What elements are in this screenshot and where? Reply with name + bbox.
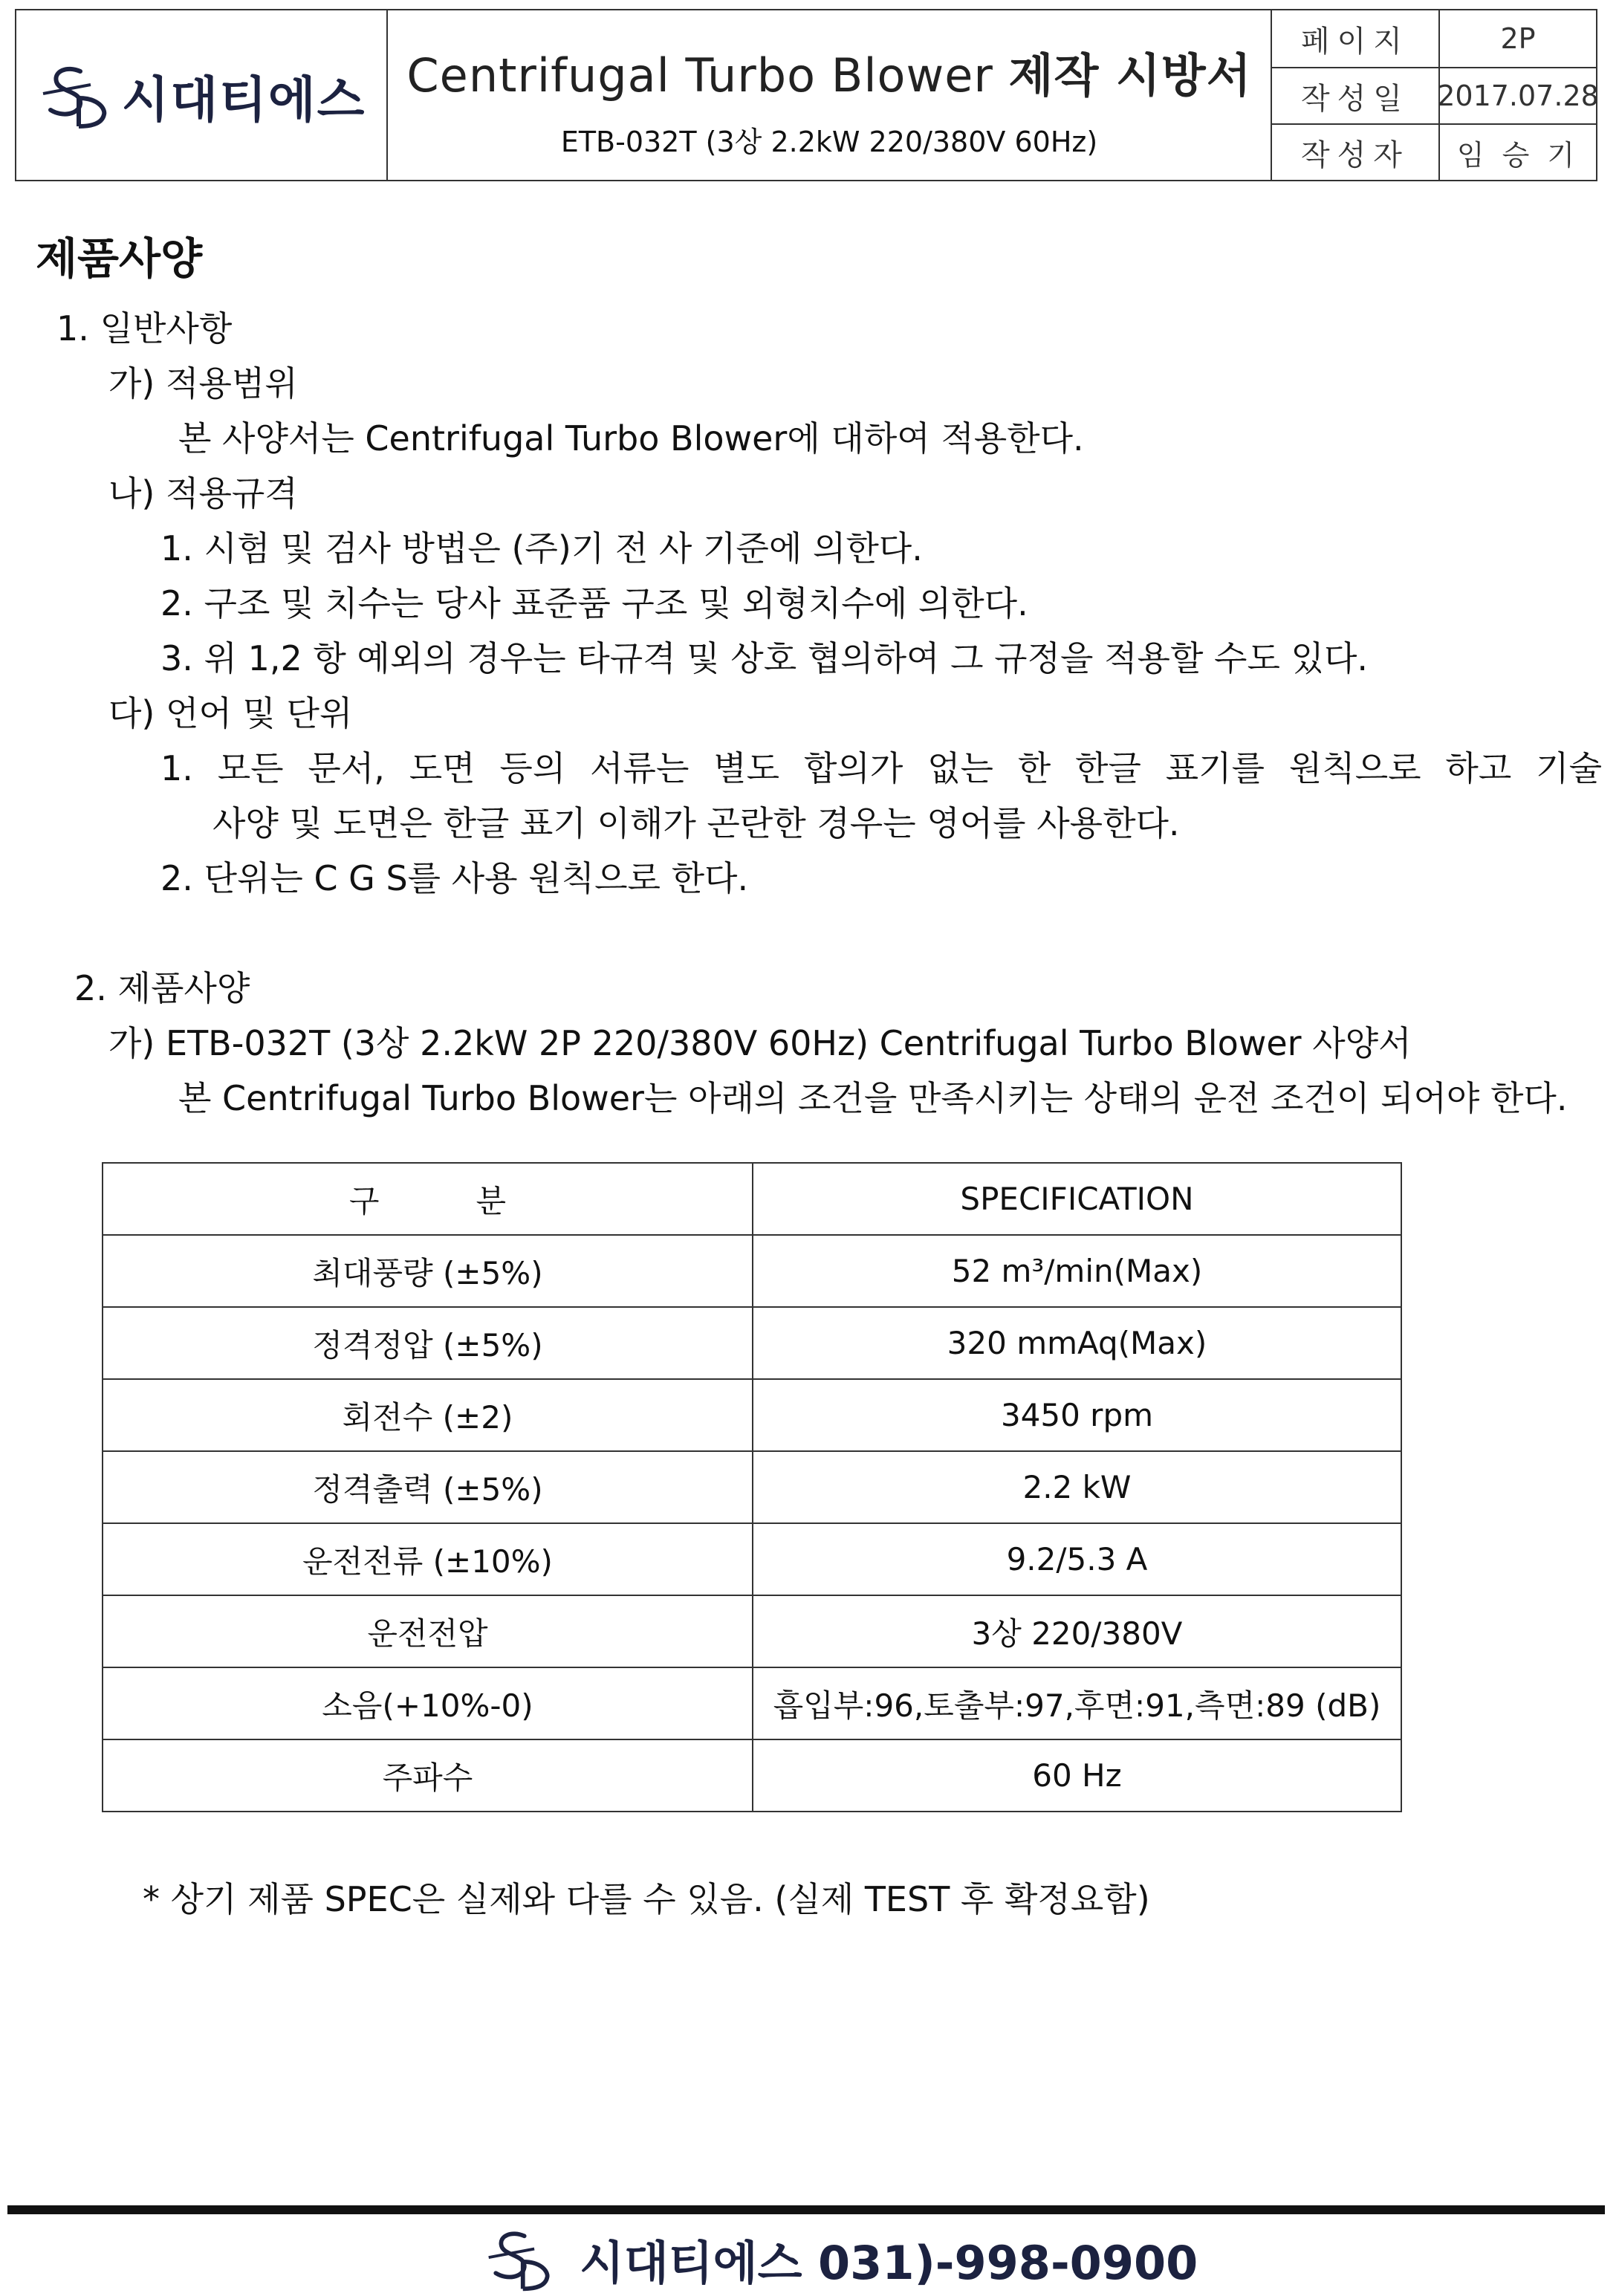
s2-a-heading: 가) ETB-032T (3상 2.2kW 2P 220/380V 60Hz) Centrifugal Turbo Blower 사양서 <box>108 1023 1412 1063</box>
s1-a-heading: 가) 적용범위 <box>108 363 298 403</box>
s2-heading: 2. 제품사양 <box>74 968 250 1008</box>
meta-value: 2017.07.28 <box>1437 80 1599 112</box>
s1-c-item1-line1: 1. 모든 문서, 도면 등의 서류는 별도 합의가 없는 한 한글 표기를 원칙으로 하고 기술 <box>160 748 1603 788</box>
title-block <box>388 10 1272 180</box>
document-header <box>15 9 1597 181</box>
spec-row <box>103 1451 1401 1523</box>
s1-c-item1-line2: 사양 및 도면은 한글 표기 이해가 곤란한 경우는 영어를 사용한다. <box>212 803 1180 843</box>
footer-brand <box>483 2222 1198 2296</box>
document-subtitle: ETB-032T (3상 2.2kW 220/380V 60Hz) <box>560 126 1098 158</box>
spec-table <box>102 1162 1402 1812</box>
title-ko: 제작 시방서 <box>1008 48 1252 103</box>
spec-row <box>103 1235 1401 1307</box>
spec-value: 52 m³/min(Max) <box>753 1235 1401 1307</box>
sd-logo-icon <box>483 2223 554 2295</box>
spec-label: 최대풍량 (±5%) <box>103 1235 753 1307</box>
document-title <box>388 39 1271 105</box>
spec-value: 흡입부:96,토출부:97,후면:91,측면:89 (dB) <box>753 1667 1401 1739</box>
spec-value: 3상 220/380V <box>753 1595 1401 1667</box>
spec-row <box>103 1739 1401 1812</box>
spec-label: 운전전류 (±10%) <box>103 1523 753 1595</box>
meta-key: 작성자 <box>1272 125 1440 180</box>
s1-c-item2: 2. 단위는 C G S를 사용 원칙으로 한다. <box>160 858 749 898</box>
spec-row <box>103 1307 1401 1379</box>
spec-row <box>103 1379 1401 1451</box>
spec-value: 320 mmAq(Max) <box>753 1307 1401 1379</box>
spec-header-label: 구분 <box>103 1163 753 1235</box>
spec-label: 주파수 <box>103 1739 753 1812</box>
spec-note: * 상기 제품 SPEC은 실제와 다를 수 있음. (실제 TEST 후 확정요함) <box>143 1879 1150 1919</box>
footer-divider <box>7 2205 1605 2214</box>
meta-table <box>1272 10 1599 180</box>
meta-value: 임 승 기 <box>1456 138 1580 172</box>
spec-label: 정격정압 (±5%) <box>103 1307 753 1379</box>
s1-b-item: 2. 구조 및 치수는 당사 표준품 구조 및 외형치수에 의한다. <box>160 583 1028 623</box>
company-logo <box>16 10 388 180</box>
spec-label: 정격출력 (±5%) <box>103 1451 753 1523</box>
spec-row <box>103 1595 1401 1667</box>
s1-a-text: 본 사양서는 Centrifugal Turbo Blower에 대하여 적용한다. <box>178 418 1084 458</box>
spec-label: 운전전압 <box>103 1595 753 1667</box>
spec-value: 9.2/5.3 A <box>753 1523 1401 1595</box>
meta-value: 2P <box>1500 22 1536 55</box>
s1-b-item: 1. 시험 및 검사 방법은 (주)기 전 사 기준에 의한다. <box>160 528 923 568</box>
spec-header-value: SPECIFICATION <box>753 1163 1401 1235</box>
meta-row-page <box>1272 10 1596 67</box>
meta-key: 페이지 <box>1272 10 1440 67</box>
sd-logo-icon <box>37 58 111 132</box>
s1-c-heading: 다) 언어 및 단위 <box>108 693 353 733</box>
company-name: 시대티에스 <box>121 71 366 129</box>
title-en: Centrifugal Turbo Blower <box>406 48 993 103</box>
spec-row <box>103 1523 1401 1595</box>
spec-label: 회전수 (±2) <box>103 1379 753 1451</box>
spec-row <box>103 1667 1401 1739</box>
meta-key: 작성일 <box>1272 68 1440 123</box>
section-title: 제품사양 <box>36 233 203 284</box>
s1-heading: 1. 일반사항 <box>56 308 233 348</box>
footer-contact: 시대티에스 031)-998-0900 <box>580 2235 1198 2290</box>
meta-row-date <box>1272 67 1599 123</box>
spec-header-row <box>103 1163 1401 1235</box>
spec-value: 3450 rpm <box>753 1379 1401 1451</box>
s1-b-item: 3. 위 1,2 항 예외의 경우는 타규격 및 상호 협의하여 그 규정을 적용할 수도 있다. <box>160 638 1369 678</box>
spec-label: 소음(+10%-0) <box>103 1667 753 1739</box>
meta-row-author <box>1272 123 1596 180</box>
spec-value: 60 Hz <box>753 1739 1401 1812</box>
s2-a-text: 본 Centrifugal Turbo Blower는 아래의 조건을 만족시키는 상태의 운전 조건이 되어야 한다. <box>178 1078 1568 1118</box>
spec-value: 2.2 kW <box>753 1451 1401 1523</box>
s1-b-heading: 나) 적용규격 <box>108 473 298 513</box>
